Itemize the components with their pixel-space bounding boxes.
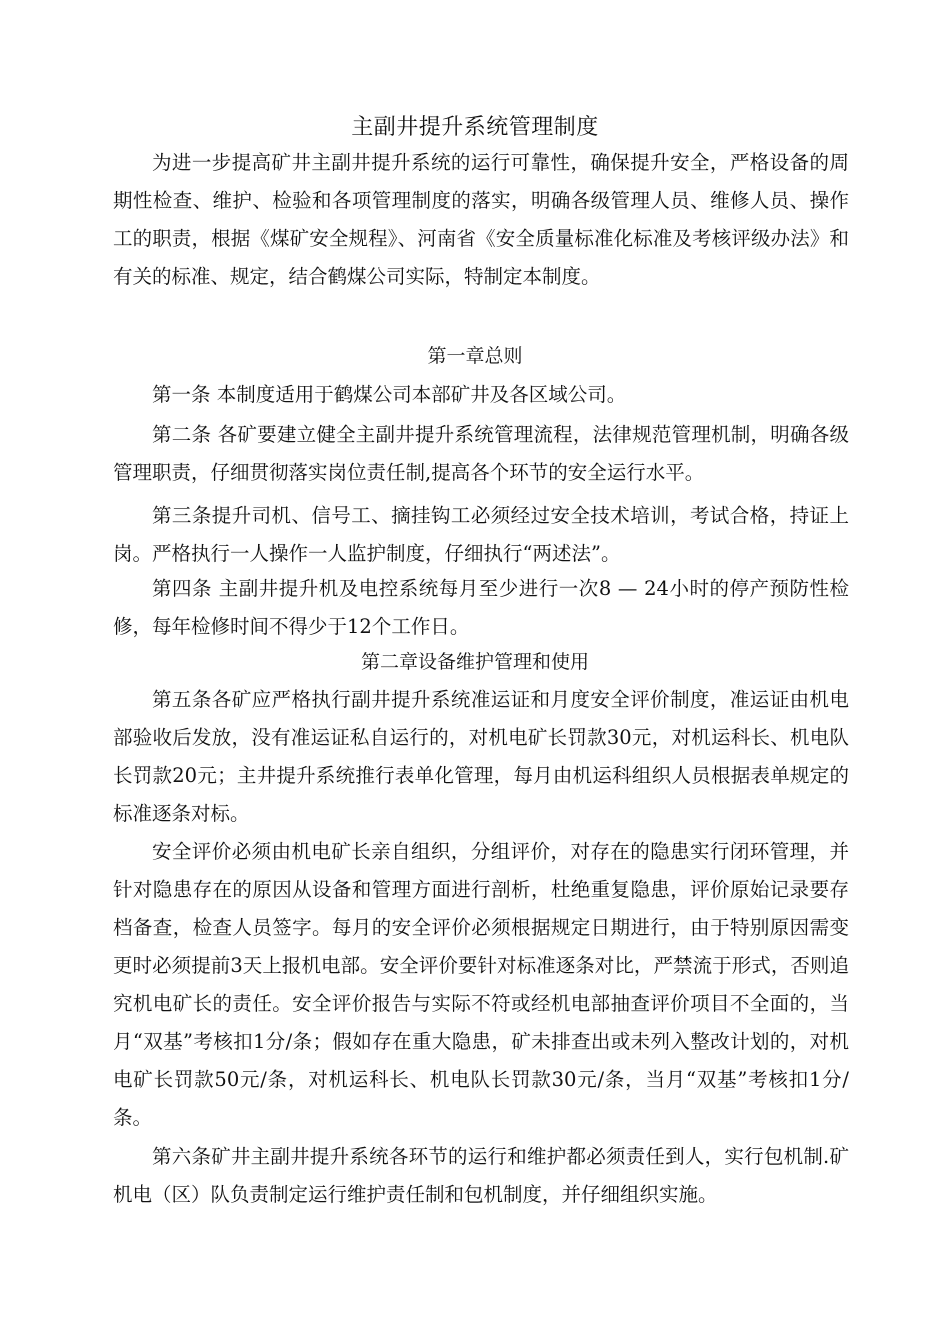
chapter-1-heading: 第一章总则: [427, 345, 523, 367]
article-4: 第四条 主副井提升机及电控系统每月至少进行一次8 — 24小时的停产预防性检修，每年检修时间不得少于12个工作日。: [113, 577, 849, 638]
article-5: 第五条各矿应严格执行副井提升系统准运证和月度安全评价制度，准运证由机电部验收后发放，没有准运证私自运行的，对机电矿长罚款30元，对机运科长、机电队长罚款20元；主井提升系统推行表单化管理，每月由机运科组织人员根据表单规定的标准逐条对标。: [113, 688, 849, 825]
article-6: 第六条矿井主副井提升系统各环节的运行和维护都必须责任到人，实行包机制.矿机电（区）队负责制定运行维护责任制和包机制度，并仔细组织实施。: [113, 1145, 849, 1206]
article-5-continuation: 安全评价必须由机电矿长亲自组织，分组评价，对存在的隐患实行闭环管理，并针对隐患存在的原因从设备和管理方面进行剖析，杜绝重复隐患，评价原始记录要存档备查，检查人员签字。每月的安全评价必须根据规定日期进行，由于特别原因需变更时必须提前3天上报机电部。安全评价要针对标准逐条对比，严禁流于形式，否则追究机电矿长的责任。安全评价报告与实际不符或经机电部抽查评价项目不全面的，当月“双基”考核扣1分/条；假如存在重大隐患，矿未排查出或未列入整改计划的，对机电矿长罚款50元/条，对机运科长、机电队长罚款30元/条，当月“双基”考核扣1分/条。: [113, 840, 849, 1129]
chapter-2-heading: 第二章设备维护管理和使用: [360, 651, 589, 673]
intro-paragraph: 为进一步提高矿井主副井提升系统的运行可靠性，确保提升安全，严格设备的周期性检查、维护、检验和各项管理制度的落实，明确各级管理人员、维修人员、操作工的职责，根据《煤矿安全规程》、河南省《安全质量标准化标准及考核评级办法》和有关的标准、规定，结合鹤煤公司实际，特制定本制度。: [113, 151, 849, 288]
article-1: 第一条 本制度适用于鹤煤公司本部矿井及各区域公司。: [152, 383, 627, 406]
article-2: 第二条 各矿要建立健全主副井提升系统管理流程，法律规范管理机制，明确各级管理职责，仔细贯彻落实岗位责任制,提高各个环节的安全运行水平。: [113, 423, 849, 484]
article-3: 第三条提升司机、信号工、摘挂钩工必须经过安全技术培训，考试合格，持证上岗。严格执行一人操作一人监护制度，仔细执行“两述法”。: [113, 504, 849, 565]
document-title: 主副井提升系统管理制度: [351, 115, 599, 140]
